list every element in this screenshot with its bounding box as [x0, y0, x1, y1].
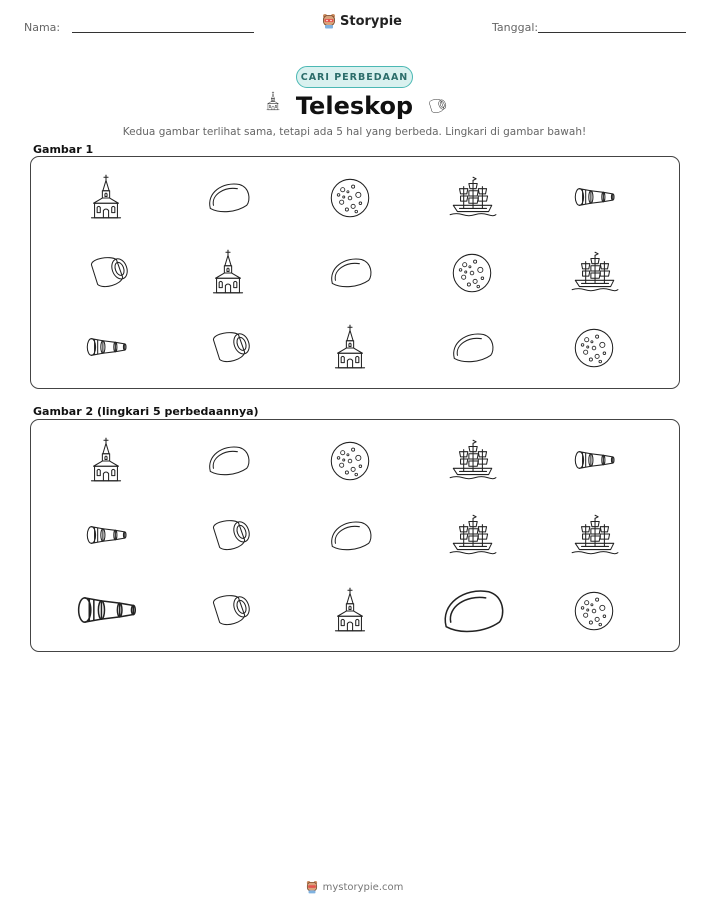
name-label: Nama: — [24, 21, 61, 34]
church-icon[interactable] — [80, 434, 132, 486]
ship-icon[interactable] — [446, 509, 498, 561]
moon-icon — [446, 246, 498, 298]
ship-icon — [446, 171, 498, 223]
tube-icon — [424, 94, 448, 122]
page-title: Teleskop — [295, 92, 414, 120]
brand-logo — [322, 13, 402, 29]
picture-2-panel[interactable] — [30, 419, 680, 652]
section1-title: Gambar 1 — [33, 143, 94, 156]
church-icon[interactable] — [324, 584, 376, 636]
brand-name: Storypie — [340, 13, 402, 29]
date-label: Tanggal: — [492, 21, 539, 34]
date-line[interactable] — [538, 32, 686, 33]
bear-logo-icon — [306, 880, 318, 894]
spyglass-icon[interactable] — [80, 509, 132, 561]
bread-icon[interactable] — [434, 572, 510, 648]
spyglass-icon[interactable] — [568, 434, 620, 486]
bread-icon[interactable] — [324, 509, 376, 561]
spyglass-icon — [80, 321, 132, 373]
bear-logo-icon — [322, 13, 336, 29]
ship-icon — [568, 246, 620, 298]
moon-icon[interactable] — [568, 584, 620, 636]
spyglass-icon[interactable] — [68, 572, 144, 648]
ship-icon[interactable] — [446, 434, 498, 486]
tube-icon[interactable] — [202, 509, 254, 561]
church-icon — [324, 321, 376, 373]
moon-icon[interactable] — [324, 434, 376, 486]
badge-find-differences: CARI PERBEDAAN — [296, 66, 413, 88]
instructions: Kedua gambar terlihat sama, tetapi ada 5 hal yang berbeda. Lingkari di gambar bawah! — [122, 126, 587, 138]
ship-icon[interactable] — [568, 509, 620, 561]
tube-icon — [202, 321, 254, 373]
bread-icon — [202, 171, 254, 223]
church-icon — [262, 90, 284, 116]
footer — [0, 880, 709, 894]
church-icon — [80, 171, 132, 223]
tube-icon[interactable] — [202, 584, 254, 636]
moon-icon — [324, 171, 376, 223]
bread-icon[interactable] — [202, 434, 254, 486]
tube-icon — [80, 246, 132, 298]
church-icon — [202, 246, 254, 298]
picture-1-panel — [30, 156, 680, 389]
footer-url: mystorypie.com — [322, 881, 404, 893]
name-line[interactable] — [72, 32, 254, 33]
bread-icon — [324, 246, 376, 298]
spyglass-icon — [568, 171, 620, 223]
bread-icon — [446, 321, 498, 373]
section2-title: Gambar 2 (lingkari 5 perbedaannya) — [33, 405, 259, 418]
moon-icon — [568, 321, 620, 373]
